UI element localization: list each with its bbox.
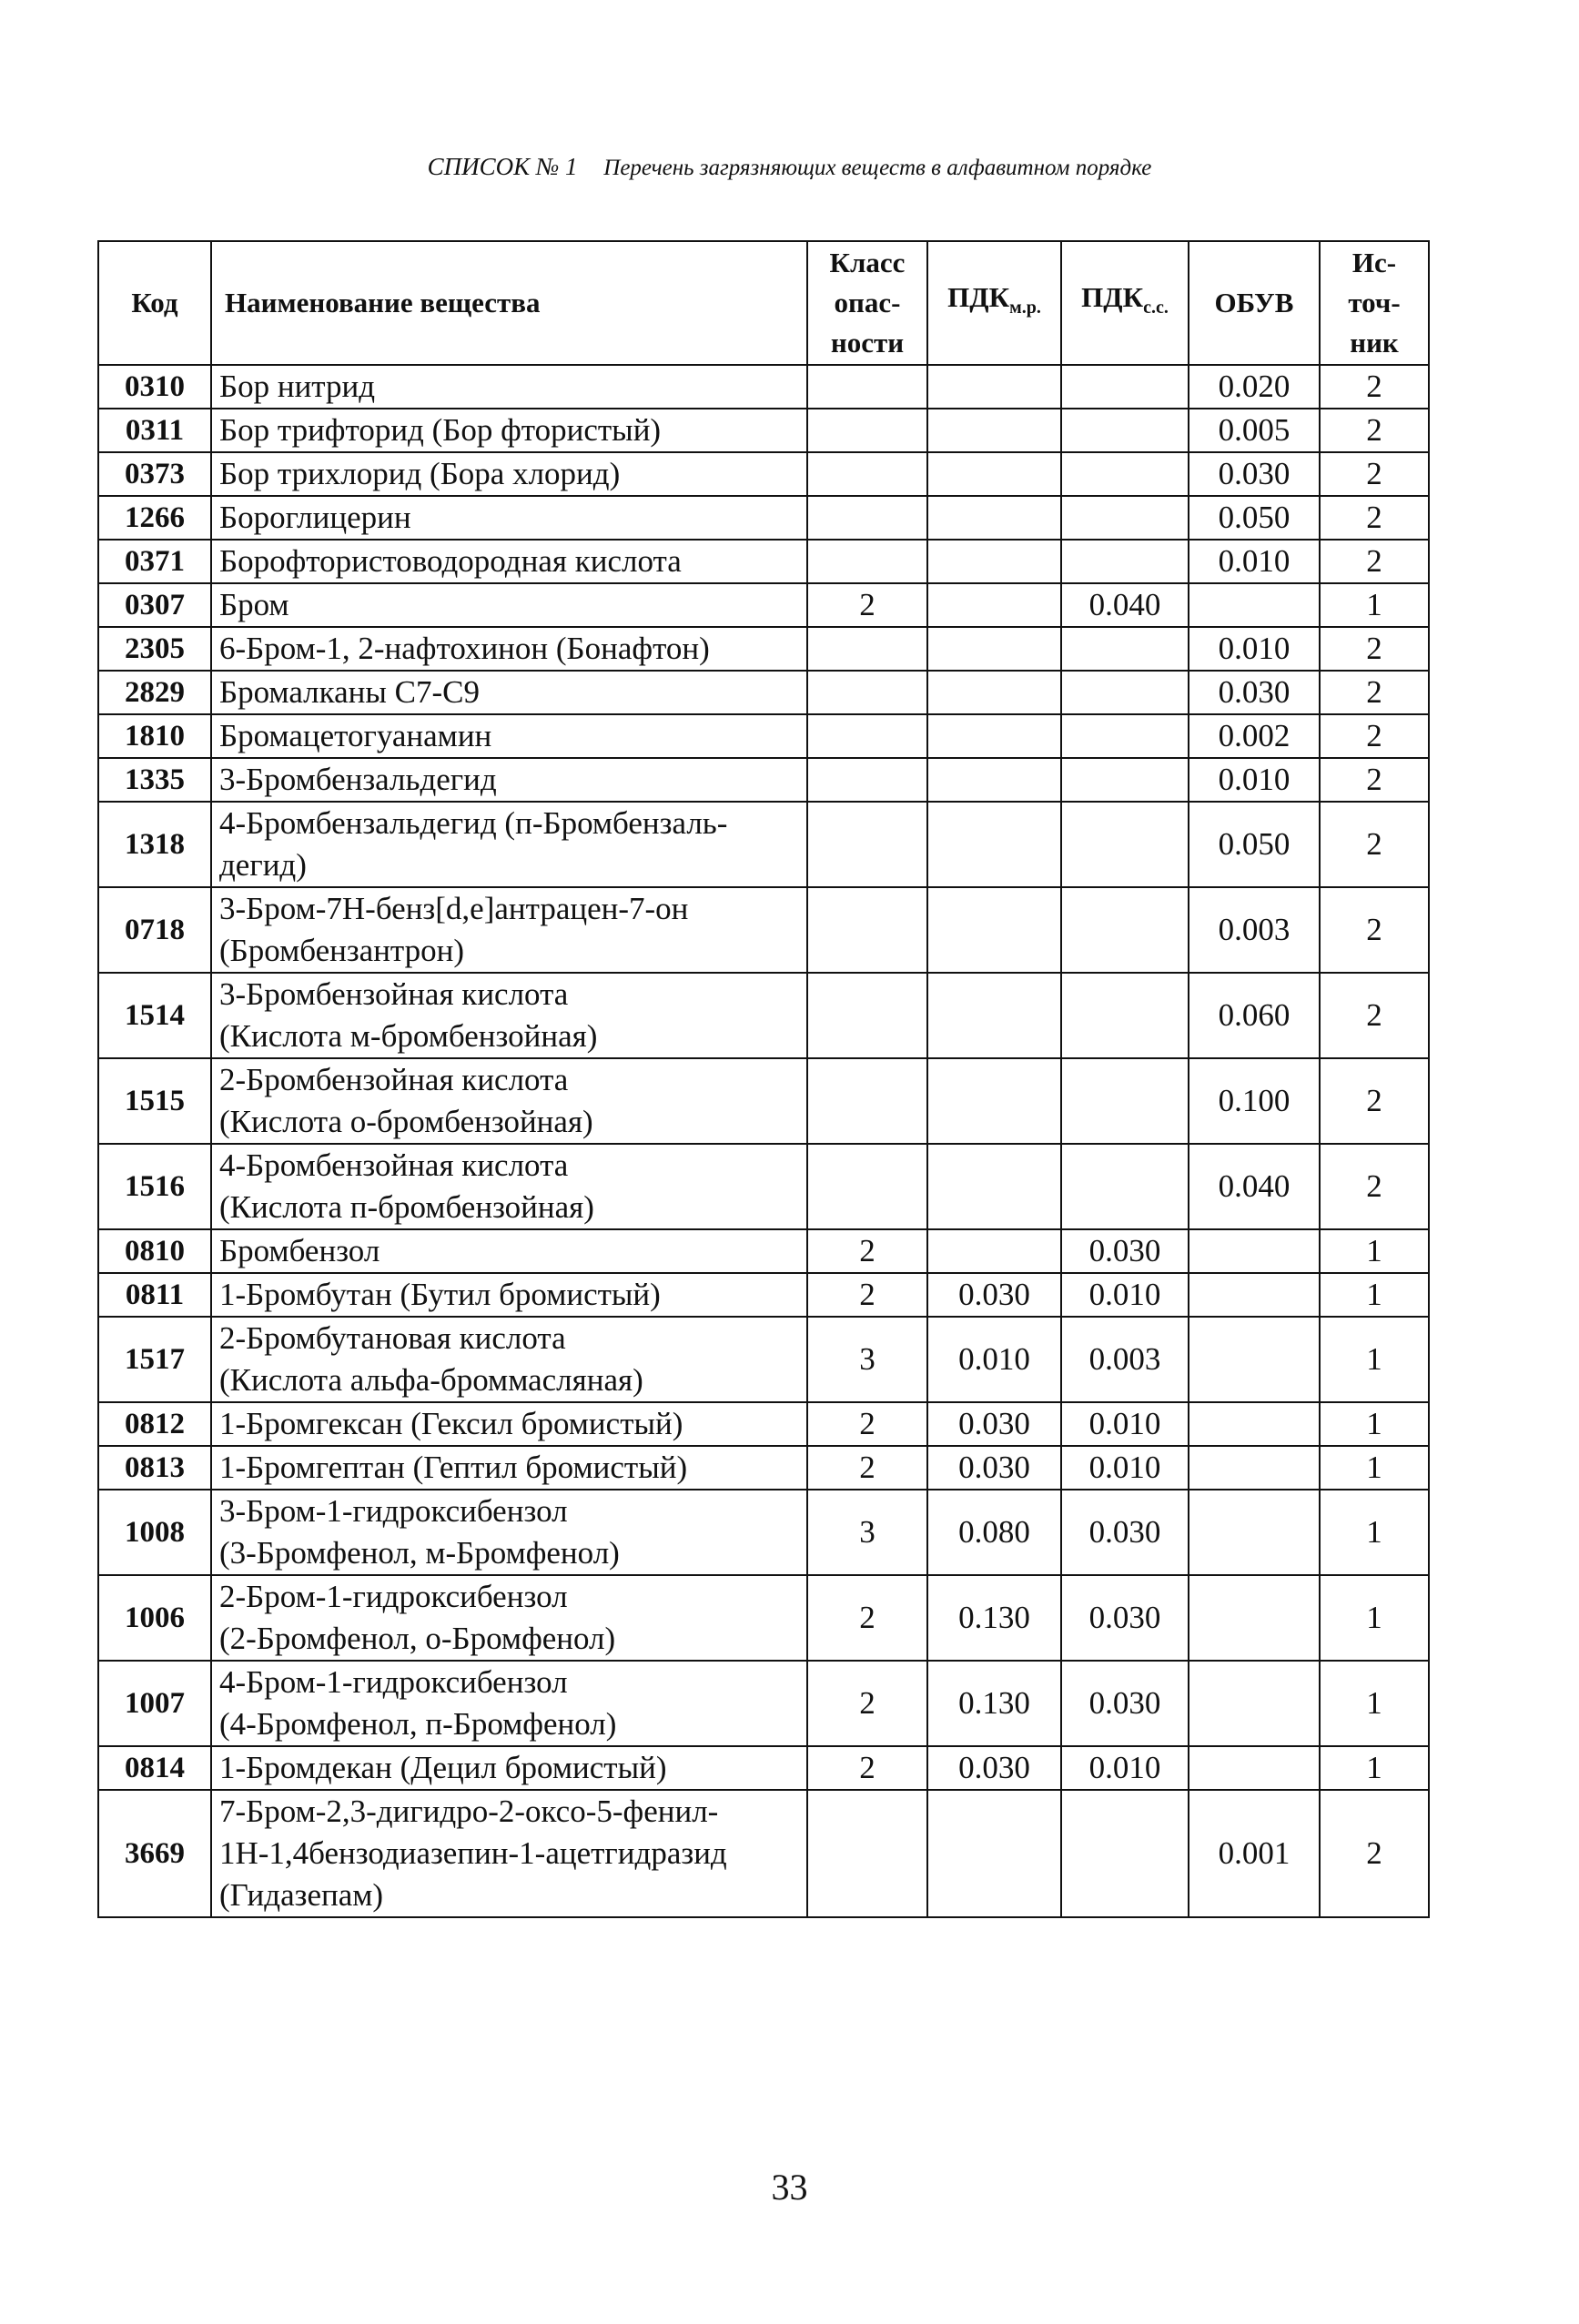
header-code: Код	[98, 241, 211, 365]
table-row	[98, 973, 1429, 1058]
source-value: 2	[1320, 802, 1429, 887]
substance-code: 0812	[98, 1402, 211, 1446]
table-row	[98, 1229, 1429, 1273]
hazard-class	[807, 1058, 927, 1144]
source-value: 2	[1320, 540, 1429, 583]
header-pdk-ss	[1061, 241, 1189, 365]
pdk-ss-value: 0.030	[1061, 1490, 1189, 1575]
header-hazard-class-line: ности	[830, 327, 905, 359]
table-row	[98, 1661, 1429, 1746]
pdk-mr-value	[927, 496, 1061, 540]
hazard-class	[807, 802, 927, 887]
obuv-value	[1189, 1746, 1320, 1790]
substance-code: 0373	[98, 452, 211, 496]
substance-code: 0814	[98, 1746, 211, 1790]
pdk-ss-value: 0.030	[1061, 1661, 1189, 1746]
substance-name	[211, 583, 807, 627]
substance-name-line: (Кислота альфа-броммасляная)	[219, 1362, 643, 1398]
substance-name-line: Бор трихлорид (Бора хлорид)	[219, 456, 621, 491]
pdk-mr-value: 0.010	[927, 1317, 1061, 1402]
table-row	[98, 1317, 1429, 1402]
pdk-ss-value: 0.003	[1061, 1317, 1189, 1402]
table-row	[98, 1144, 1429, 1229]
table-row	[98, 1490, 1429, 1575]
pdk-mr-value	[927, 758, 1061, 802]
substance-name-line: (Кислота м-бромбензойная)	[219, 1018, 598, 1054]
obuv-value: 0.010	[1189, 758, 1320, 802]
hazard-class: 2	[807, 1661, 927, 1746]
pdk-ss-value	[1061, 1058, 1189, 1144]
source-value: 2	[1320, 1790, 1429, 1917]
hazard-class	[807, 758, 927, 802]
substance-code: 0311	[98, 409, 211, 452]
pdk-mr-value: 0.030	[927, 1402, 1061, 1446]
source-value: 1	[1320, 1446, 1429, 1490]
pdk-mr-value	[927, 1790, 1061, 1917]
obuv-value: 0.060	[1189, 973, 1320, 1058]
table-body	[98, 365, 1429, 1917]
table-row	[98, 1058, 1429, 1144]
substance-name-line: Бромалканы C7-C9	[219, 674, 480, 710]
source-value: 1	[1320, 1575, 1429, 1661]
obuv-value: 0.010	[1189, 627, 1320, 671]
source-value: 2	[1320, 496, 1429, 540]
pdk-mr-value: 0.030	[927, 1746, 1061, 1790]
table-row	[98, 365, 1429, 409]
pdk-ss-value	[1061, 1790, 1189, 1917]
obuv-value: 0.030	[1189, 671, 1320, 714]
header-hazard-class-line: Класс	[829, 247, 906, 278]
obuv-value	[1189, 1661, 1320, 1746]
source-value: 1	[1320, 1402, 1429, 1446]
substance-name-line: Бор трифторид (Бор фтористый)	[219, 412, 662, 448]
pdk-mr-value	[927, 802, 1061, 887]
source-value: 1	[1320, 1317, 1429, 1402]
substance-name-line: 3-Бром-1-гидроксибензол	[219, 1493, 568, 1529]
table-row	[98, 671, 1429, 714]
substance-name	[211, 714, 807, 758]
substance-name-line: Бороглицерин	[219, 500, 411, 535]
substance-code: 1318	[98, 802, 211, 887]
pdk-mr-value	[927, 583, 1061, 627]
header-source	[1320, 241, 1429, 365]
pdk-mr-value	[927, 365, 1061, 409]
hazard-class	[807, 409, 927, 452]
substance-code: 0310	[98, 365, 211, 409]
pdk-mr-value	[927, 714, 1061, 758]
table-row	[98, 758, 1429, 802]
pdk-ss-value	[1061, 714, 1189, 758]
substance-code: 0307	[98, 583, 211, 627]
obuv-value	[1189, 1229, 1320, 1273]
substance-name	[211, 1661, 807, 1746]
hazard-class: 2	[807, 1273, 927, 1317]
header-pdk-mr-label: ПДК	[947, 281, 1010, 314]
pdk-mr-value	[927, 540, 1061, 583]
substance-name	[211, 627, 807, 671]
table-header-row	[98, 241, 1429, 365]
obuv-value: 0.005	[1189, 409, 1320, 452]
pdk-ss-value: 0.010	[1061, 1446, 1189, 1490]
obuv-value	[1189, 1273, 1320, 1317]
substance-name	[211, 1144, 807, 1229]
header-hazard-class	[807, 241, 927, 365]
pdk-mr-value: 0.130	[927, 1661, 1061, 1746]
pdk-mr-value	[927, 887, 1061, 973]
substance-code: 1810	[98, 714, 211, 758]
header-source-line: точ-	[1348, 287, 1401, 318]
hazard-class: 2	[807, 1746, 927, 1790]
header-hazard-class-line: опас-	[834, 287, 901, 318]
obuv-value: 0.010	[1189, 540, 1320, 583]
table-row	[98, 1402, 1429, 1446]
list-subtitle: Перечень загрязняющих веществ в алфавитном порядке	[603, 156, 1152, 180]
obuv-value: 0.050	[1189, 496, 1320, 540]
substance-name	[211, 887, 807, 973]
pdk-ss-value	[1061, 627, 1189, 671]
substance-name-line: 1Н-1,4бензодиазепин-1-ацетгидразид	[219, 1835, 727, 1871]
obuv-value	[1189, 583, 1320, 627]
hazard-class: 2	[807, 583, 927, 627]
pdk-ss-value	[1061, 1144, 1189, 1229]
substance-code: 1514	[98, 973, 211, 1058]
substance-code: 1517	[98, 1317, 211, 1402]
pdk-mr-value	[927, 1058, 1061, 1144]
header-pdk-mr	[927, 241, 1061, 365]
hazard-class	[807, 714, 927, 758]
source-value: 1	[1320, 1490, 1429, 1575]
obuv-value: 0.050	[1189, 802, 1320, 887]
header-obuv: ОБУВ	[1189, 241, 1320, 365]
hazard-class	[807, 496, 927, 540]
hazard-class: 2	[807, 1575, 927, 1661]
substance-name	[211, 409, 807, 452]
substance-code: 0810	[98, 1229, 211, 1273]
source-value: 2	[1320, 1144, 1429, 1229]
source-value: 1	[1320, 1229, 1429, 1273]
substance-code: 1515	[98, 1058, 211, 1144]
obuv-value	[1189, 1490, 1320, 1575]
pdk-mr-value	[927, 409, 1061, 452]
substance-name-line: (Гидазепам)	[219, 1877, 384, 1913]
hazard-class: 3	[807, 1490, 927, 1575]
substance-name	[211, 1229, 807, 1273]
table-row	[98, 802, 1429, 887]
table-row	[98, 452, 1429, 496]
substance-code: 3669	[98, 1790, 211, 1917]
hazard-class	[807, 671, 927, 714]
substance-name-line: Бромбензол	[219, 1233, 380, 1268]
table-row	[98, 714, 1429, 758]
table-row	[98, 1790, 1429, 1917]
substance-name-line: (Кислота п-бромбензойная)	[219, 1189, 594, 1225]
pdk-mr-value	[927, 1144, 1061, 1229]
substance-name	[211, 758, 807, 802]
table-row	[98, 627, 1429, 671]
hazard-class	[807, 627, 927, 671]
substance-name	[211, 671, 807, 714]
pdk-ss-value	[1061, 802, 1189, 887]
obuv-value	[1189, 1402, 1320, 1446]
substance-code: 1008	[98, 1490, 211, 1575]
substances-table	[97, 240, 1430, 1918]
pdk-ss-value	[1061, 365, 1189, 409]
source-value: 1	[1320, 583, 1429, 627]
hazard-class	[807, 1790, 927, 1917]
substance-name-line: 1-Бромдекан (Децил бромистый)	[219, 1750, 667, 1785]
substance-name-line: 3-Бромбензальдегид	[219, 762, 497, 797]
substance-name-line: (3-Бромфенол, м-Бромфенол)	[219, 1535, 620, 1571]
substance-name	[211, 1402, 807, 1446]
pdk-ss-value	[1061, 452, 1189, 496]
substance-code: 2829	[98, 671, 211, 714]
substance-name-line: Бромацетогуанамин	[219, 718, 492, 753]
page-number: 33	[771, 2167, 808, 2208]
pdk-ss-value: 0.030	[1061, 1229, 1189, 1273]
substance-name-line: 2-Бром-1-гидроксибензол	[219, 1579, 568, 1614]
substance-name-line: 4-Бромбензальдегид (п-Бромбензаль-	[219, 805, 728, 841]
substance-code: 1007	[98, 1661, 211, 1746]
header-name: Наименование вещества	[211, 241, 807, 365]
obuv-value: 0.002	[1189, 714, 1320, 758]
substance-name-line: 4-Бромбензойная кислота	[219, 1147, 569, 1183]
substance-name	[211, 540, 807, 583]
source-value: 2	[1320, 758, 1429, 802]
header-pdk-mr-sub: м.р.	[1009, 298, 1041, 318]
pdk-mr-value: 0.030	[927, 1273, 1061, 1317]
header-pdk-ss-label: ПДК	[1081, 281, 1144, 314]
substance-name-line: (4-Бромфенол, п-Бромфенол)	[219, 1706, 617, 1742]
substance-code: 0813	[98, 1446, 211, 1490]
substance-code: 0811	[98, 1273, 211, 1317]
hazard-class	[807, 540, 927, 583]
hazard-class: 3	[807, 1317, 927, 1402]
substance-name	[211, 1446, 807, 1490]
table-row	[98, 1575, 1429, 1661]
pdk-mr-value: 0.130	[927, 1575, 1061, 1661]
source-value: 2	[1320, 452, 1429, 496]
pdk-ss-value: 0.030	[1061, 1575, 1189, 1661]
source-value: 2	[1320, 409, 1429, 452]
substance-name	[211, 1317, 807, 1402]
hazard-class	[807, 452, 927, 496]
obuv-value: 0.100	[1189, 1058, 1320, 1144]
substance-name	[211, 496, 807, 540]
pdk-ss-value: 0.040	[1061, 583, 1189, 627]
substance-name	[211, 365, 807, 409]
substance-name-line: 1-Бромбутан (Бутил бромистый)	[219, 1277, 661, 1312]
substance-name-line: 3-Бром-7Н-бенз[d,e]антрацен-7-он	[219, 891, 689, 926]
substance-name-line: 7-Бром-2,3-дигидро-2-оксо-5-фенил-	[219, 1794, 719, 1829]
pdk-ss-value	[1061, 409, 1189, 452]
substance-name-line: 2-Бромбензойная кислота	[219, 1062, 569, 1097]
substance-code: 1266	[98, 496, 211, 540]
obuv-value	[1189, 1446, 1320, 1490]
pdk-ss-value	[1061, 887, 1189, 973]
substance-code: 2305	[98, 627, 211, 671]
substance-name-line: Борофтористоводородная кислота	[219, 543, 682, 579]
pdk-ss-value	[1061, 973, 1189, 1058]
obuv-value	[1189, 1317, 1320, 1402]
substance-name-line: (Бромбензантрон)	[219, 933, 465, 968]
obuv-value: 0.040	[1189, 1144, 1320, 1229]
header-source-line: Ис-	[1351, 247, 1397, 278]
obuv-value	[1189, 1575, 1320, 1661]
source-value: 1	[1320, 1746, 1429, 1790]
hazard-class: 2	[807, 1402, 927, 1446]
substance-name	[211, 452, 807, 496]
substance-name	[211, 1746, 807, 1790]
hazard-class	[807, 973, 927, 1058]
source-value: 2	[1320, 1058, 1429, 1144]
substance-name-line: Бром	[219, 587, 289, 622]
pdk-mr-value	[927, 1229, 1061, 1273]
source-value: 2	[1320, 714, 1429, 758]
source-value: 2	[1320, 887, 1429, 973]
substance-code: 1335	[98, 758, 211, 802]
substance-name-line: Бор нитрид	[219, 369, 376, 404]
table-row	[98, 540, 1429, 583]
table-row	[98, 1273, 1429, 1317]
source-value: 1	[1320, 1661, 1429, 1746]
substance-name-line: дегид)	[219, 847, 307, 883]
pdk-mr-value	[927, 452, 1061, 496]
substance-name	[211, 1058, 807, 1144]
substance-name	[211, 1490, 807, 1575]
table-row	[98, 583, 1429, 627]
pdk-ss-value: 0.010	[1061, 1746, 1189, 1790]
source-value: 2	[1320, 627, 1429, 671]
pdk-mr-value	[927, 671, 1061, 714]
page-heading	[0, 153, 1579, 181]
hazard-class: 2	[807, 1229, 927, 1273]
pdk-mr-value	[927, 627, 1061, 671]
pdk-mr-value: 0.080	[927, 1490, 1061, 1575]
pdk-mr-value: 0.030	[927, 1446, 1061, 1490]
table-row	[98, 496, 1429, 540]
substance-name	[211, 1790, 807, 1917]
substance-code: 1516	[98, 1144, 211, 1229]
pdk-ss-value: 0.010	[1061, 1273, 1189, 1317]
table-row	[98, 1446, 1429, 1490]
hazard-class: 2	[807, 1446, 927, 1490]
obuv-value: 0.003	[1189, 887, 1320, 973]
pdk-ss-value	[1061, 671, 1189, 714]
table-row	[98, 887, 1429, 973]
header-source-line: ник	[1350, 327, 1399, 359]
substance-name-line: (Кислота о-бромбензойная)	[219, 1104, 593, 1139]
substance-name	[211, 973, 807, 1058]
substance-name	[211, 802, 807, 887]
substance-name	[211, 1273, 807, 1317]
obuv-value: 0.001	[1189, 1790, 1320, 1917]
substance-code: 0718	[98, 887, 211, 973]
source-value: 2	[1320, 365, 1429, 409]
source-value: 1	[1320, 1273, 1429, 1317]
substance-code: 0371	[98, 540, 211, 583]
list-title: СПИСОК № 1	[427, 153, 578, 180]
substance-name-line: (2-Бромфенол, о-Бромфенол)	[219, 1621, 616, 1656]
source-value: 2	[1320, 973, 1429, 1058]
substance-name-line: 6-Бром-1, 2-нафтохинон (Бонафтон)	[219, 631, 710, 666]
pdk-mr-value	[927, 973, 1061, 1058]
substance-name-line: 1-Бромгептан (Гептил бромистый)	[219, 1450, 688, 1485]
pdk-ss-value	[1061, 758, 1189, 802]
pdk-ss-value	[1061, 496, 1189, 540]
substance-code: 1006	[98, 1575, 211, 1661]
substance-name-line: 4-Бром-1-гидроксибензол	[219, 1664, 568, 1700]
hazard-class	[807, 887, 927, 973]
table-row	[98, 1746, 1429, 1790]
source-value: 2	[1320, 671, 1429, 714]
table-row	[98, 409, 1429, 452]
substance-name	[211, 1575, 807, 1661]
pdk-ss-value: 0.010	[1061, 1402, 1189, 1446]
pdk-ss-value	[1061, 540, 1189, 583]
header-pdk-ss-sub: с.с.	[1143, 298, 1169, 318]
substance-name-line: 2-Бромбутановая кислота	[219, 1320, 566, 1356]
hazard-class	[807, 365, 927, 409]
substance-name-line: 1-Бромгексан (Гексил бромистый)	[219, 1406, 683, 1441]
substance-name-line: 3-Бромбензойная кислота	[219, 976, 569, 1012]
obuv-value: 0.030	[1189, 452, 1320, 496]
hazard-class	[807, 1144, 927, 1229]
obuv-value: 0.020	[1189, 365, 1320, 409]
